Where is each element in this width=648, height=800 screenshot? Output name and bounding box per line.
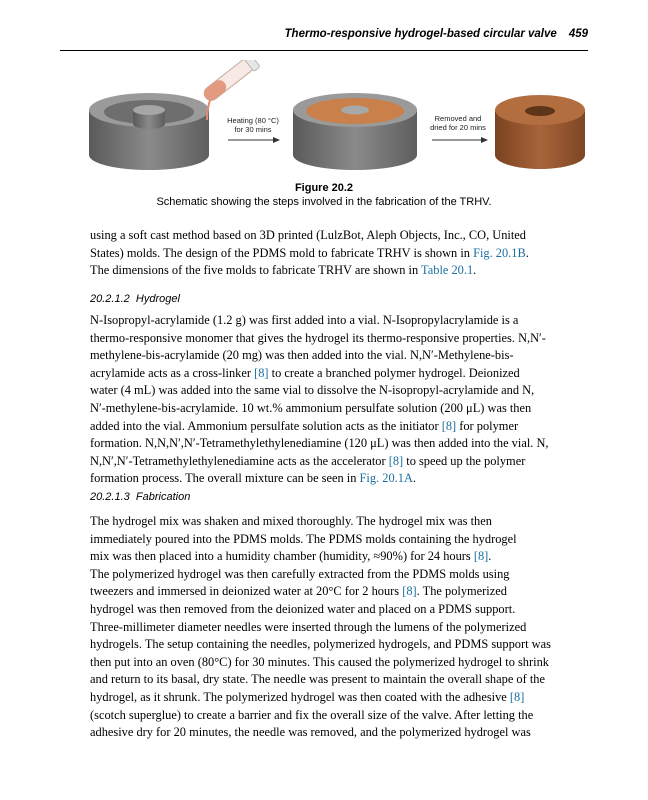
paragraph-intro bbox=[90, 227, 588, 280]
text-line: thermo-responsive monomer that gives the hydrogel its thermo-responsive properties. N,N′- bbox=[90, 330, 546, 345]
text-line: and return to its basal, dry state. The needle was present to maintain the overall shape of the bbox=[90, 672, 545, 687]
running-header bbox=[60, 28, 588, 51]
figure-link[interactable]: Fig. 20.1B bbox=[473, 245, 526, 260]
section-title: Fabrication bbox=[135, 491, 191, 503]
section-number: 20.2.1.2 bbox=[90, 293, 130, 305]
text-line: water (4 mL) was added into the same vial to dissolve the N-isopropyl-acrylamide and N, bbox=[90, 383, 535, 398]
page-number: 459 bbox=[568, 28, 588, 40]
step2-arrow bbox=[432, 137, 488, 143]
text-line: hydrogel, as it shrunk. The polymerized hydrogel was then coated with the adhesive [8] bbox=[90, 689, 525, 704]
text-line: added into the vial. Ammonium persulfate solution acts as the initiator [8] for polymer bbox=[90, 418, 519, 433]
text-line: hydrogels. The setup containing the needles, polymerized hydrogels, and PDMS support was bbox=[90, 637, 551, 652]
text-line: (scotch superglue) to create a barrier and fix the overall size of the valve. After letting the bbox=[90, 707, 534, 722]
table-link[interactable]: Table 20.1 bbox=[421, 263, 474, 278]
text-line: States) molds. The design of the PDMS mold to fabricate TRHV is shown in Fig. 20.1B. bbox=[90, 245, 529, 260]
paragraph-fabrication bbox=[90, 513, 588, 742]
figure-20-2-schematic bbox=[60, 60, 588, 180]
reference-link[interactable]: [8] bbox=[441, 418, 457, 433]
text-line: hydrogel was then removed from the deionized water and placed on a PDMS support. bbox=[90, 601, 516, 616]
text-line: formation. N,N,N′,N′-Tetramethylethylenediamine (120 μL) was then added into the vial. N, bbox=[90, 436, 549, 451]
section-title: Hydrogel bbox=[135, 293, 180, 305]
text-line: The hydrogel mix was shaken and mixed thoroughly. The hydrogel mix was then bbox=[90, 514, 492, 528]
text-line: The dimensions of the five molds to fabricate TRHV are shown in Table 20.1. bbox=[90, 263, 477, 278]
text-line: tweezers and immersed in deionized water at 20°C for 2 hours [8]. The polymerized bbox=[90, 584, 507, 599]
text-line: The polymerized hydrogel was then carefully extracted from the PDMS molds using bbox=[90, 566, 510, 581]
empty-mold bbox=[89, 93, 209, 170]
step2-label: Removed and bbox=[434, 114, 482, 123]
figure-caption bbox=[60, 181, 588, 209]
reference-link[interactable]: [8] bbox=[388, 453, 404, 468]
text-line: immediately poured into the PDMS molds. The PDMS molds containing the hydrogel bbox=[90, 531, 517, 546]
section-heading-fabrication bbox=[90, 491, 190, 503]
running-title: Thermo-responsive hydrogel-based circular valve bbox=[284, 28, 557, 40]
vial bbox=[200, 60, 260, 105]
dried-hydrogel-ring bbox=[495, 95, 585, 169]
text-line: N′-methylene-bis-acrylamide. 10 wt.% ammonium persulfate solution (200 μL) was then bbox=[90, 400, 532, 415]
step1-arrow bbox=[228, 137, 280, 143]
figure-link[interactable]: Fig. 20.1A bbox=[359, 471, 413, 486]
reference-link[interactable]: [8] bbox=[509, 689, 525, 704]
figure-number: Figure 20.2 bbox=[294, 182, 354, 194]
section-heading-hydrogel bbox=[90, 293, 180, 305]
step1-sublabel: for 30 mins bbox=[234, 125, 272, 134]
step2-sublabel: dried for 20 mins bbox=[430, 123, 486, 132]
filled-mold bbox=[293, 93, 417, 170]
text-line: mix was then placed into a humidity chamber (humidity, ≈90%) for 24 hours [8]. bbox=[90, 549, 492, 564]
figure-caption-text: Schematic showing the steps involved in the fabrication of the TRHV. bbox=[156, 196, 492, 208]
text-line: using a soft cast method based on 3D printed (LulzBot, Aleph Objects, Inc., CO, United bbox=[90, 228, 527, 242]
text-line: acrylamide acts as a cross-linker [8] to create a branched polymer hydrogel. Deionized bbox=[90, 365, 520, 380]
section-number: 20.2.1.3 bbox=[90, 491, 130, 503]
text-line: adhesive dry for 20 minutes, the needle was removed, and the polymerized hydrogel was bbox=[90, 725, 531, 740]
reference-link[interactable]: [8] bbox=[473, 549, 489, 564]
reference-link[interactable]: [8] bbox=[254, 365, 269, 380]
text-line: formation process. The overall mixture can be seen in Fig. 20.1A. bbox=[90, 471, 416, 486]
reference-link[interactable]: [8] bbox=[402, 584, 417, 599]
text-line: Three-millimeter diameter needles were inserted through the lumens of the polymerized bbox=[90, 619, 527, 634]
paragraph-hydrogel bbox=[90, 312, 588, 488]
text-line: N,N′,N′-Tetramethylethylenediamine acts as the accelerator [8] to speed up the polymer bbox=[90, 453, 526, 468]
text-line: then put into an oven (80°C) for 30 minutes. This caused the polymerized hydrogel to shrink bbox=[90, 654, 549, 669]
text-line: methylene-bis-acrylamide (20 mg) was then added into the vial. N,N′-Methylene-bis- bbox=[90, 348, 514, 363]
text-line: N-Isopropyl-acrylamide (1.2 g) was first added into a vial. N-Isopropylacrylamide is a bbox=[90, 313, 519, 327]
step1-label: Heating (80 °C) bbox=[227, 116, 279, 125]
